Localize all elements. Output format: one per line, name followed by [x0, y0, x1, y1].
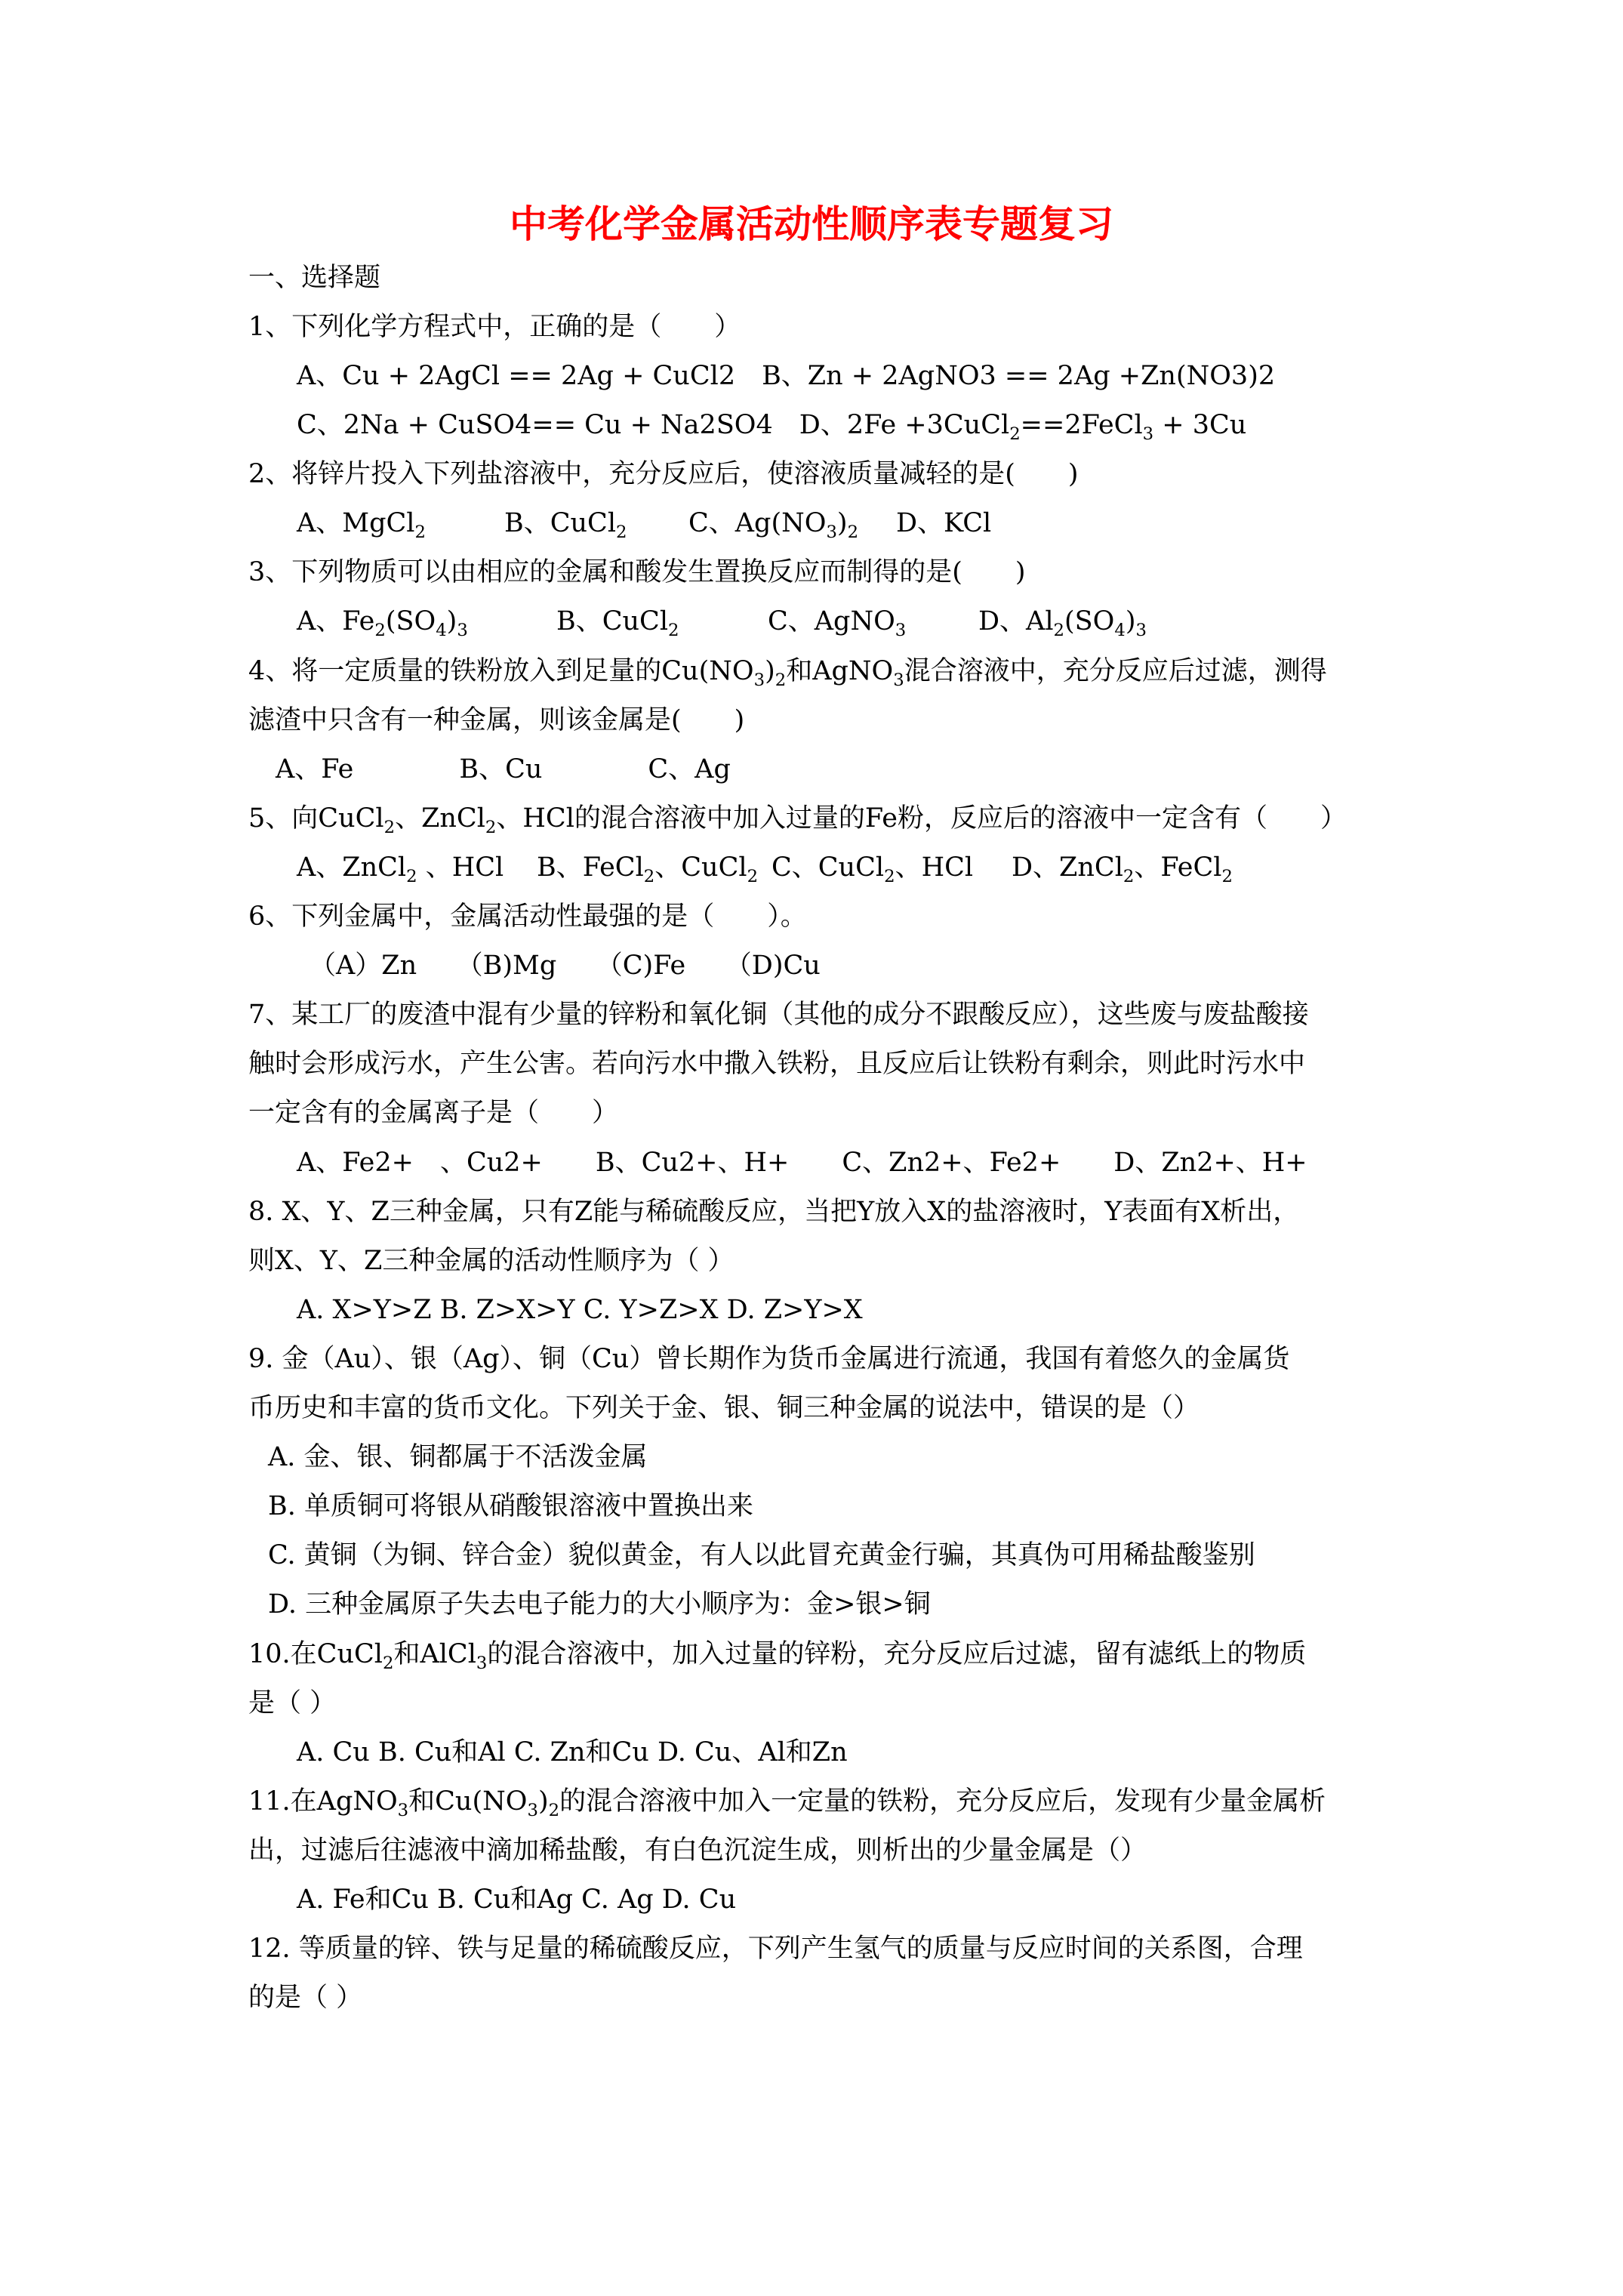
- question-9-stem-line-1: 9. 金（Au）、银（Ag）、铜（Cu）曾长期作为货币金属进行流通，我国有着悠久的金属货: [248, 1344, 1290, 1374]
- question-10-stem-line-1: 10.在CuCl$_2$和AlCl$_3$的混合溶液中，加入过量的锌粉，充分反应后过滤，留有滤纸上的物质: [248, 1639, 1307, 1673]
- question-6-options: （A）Zn （B)Mg （C)Fe （D)Cu: [310, 951, 821, 981]
- question-7-stem-line-3: 一定含有的金属离子是（ ）: [248, 1098, 619, 1128]
- question-11-stem-line-1: 11.在AgNO$_3$和$Cu(NO_3)_2$的混合溶液中加入一定量的铁粉，充分反应后，发现有少量金属析: [248, 1786, 1326, 1820]
- question-4-stem-line-2: 滤渣中只含有一种金属，则该金属是( ): [248, 705, 745, 735]
- question-10-options: A. Cu B. Cu和Al C. Zn和Cu D. Cu、Al和Zn: [297, 1737, 848, 1767]
- question-2-option-a: A、MgCl$_2$: [297, 508, 426, 542]
- question-5-option-d: D、ZnCl$_2$、FeCl$_2$: [1012, 852, 1233, 886]
- question-9-option-d: D. 三种金属原子失去电子能力的大小顺序为：金>银>铜: [268, 1589, 931, 1620]
- question-9-option-c: C. 黄铜（为铜、锌合金）貌似黄金，有人以此冒充黄金行骗，其真伪可用稀盐酸鉴别: [268, 1540, 1255, 1570]
- question-2-option-d: D、KCl: [896, 508, 992, 538]
- question-4-options: A、Fe B、Cu C、Ag: [276, 754, 731, 784]
- question-1-options-ab: A、Cu + 2AgCl == 2Ag + CuCl2 B、Zn + 2AgNO3 == 2Ag +Zn(NO3)2: [297, 361, 1276, 391]
- section-heading: 一、选择题: [248, 263, 381, 293]
- question-10-stem-line-2: 是（ ）: [248, 1688, 337, 1718]
- question-1-options-cd: C、2Na + CuSO4== Cu + Na2SO4 D、2Fe +3CuCl$_2$==2FeCl$_3$ + 3Cu: [297, 410, 1247, 444]
- question-3-option-d: D、$Al_2(SO_4)_3$: [978, 606, 1147, 640]
- question-3-stem: 3、下列物质可以由相应的金属和酸发生置换反应而制得的是( ): [248, 557, 1026, 587]
- question-2-option-b: B、CuCl$_2$: [504, 508, 627, 542]
- question-2-stem: 2、将锌片投入下列盐溶液中，充分反应后，使溶液质量减轻的是( ): [248, 459, 1079, 489]
- question-7-stem-line-1: 7、某工厂的废渣中混有少量的锌粉和氧化铜（其他的成分不跟酸反应），这些废与废盐酸接: [248, 1000, 1309, 1030]
- question-5-option-a: A、ZnCl$_2$ 、HCl: [297, 852, 504, 886]
- question-12-stem-line-2: 的是（ ）: [248, 1983, 363, 2013]
- question-5-stem: 5、向CuCl$_2$、ZnCl$_2$、HCl的混合溶液中加入过量的Fe粉，反应后的溶液中一定含有（ ）: [248, 803, 1347, 837]
- question-12-stem-line-1: 12. 等质量的锌、铁与足量的稀硫酸反应，下列产生氢气的质量与反应时间的关系图，合理: [248, 1934, 1303, 1964]
- question-7-options: A、Fe2+ 、Cu2+ B、Cu2+、H+ C、Zn2+、Fe2+ D、Zn2+、H+: [297, 1148, 1307, 1178]
- question-5-option-b: B、FeCl$_2$、CuCl$_2$: [537, 852, 759, 886]
- question-4-stem-line-1: 4、将一定质量的铁粉放入到足量的$Cu(NO_3)_2$和AgNO$_3$混合溶液中，充分反应后过滤，测得: [248, 656, 1327, 690]
- question-8-stem-line-2: 则X、Y、Z三种金属的活动性顺序为（ ）: [248, 1246, 735, 1276]
- question-2-option-c: C、$Ag(NO_3)_2$: [688, 508, 859, 542]
- page-title: 中考化学金属活动性顺序表专题复习: [510, 202, 1113, 246]
- question-5-option-c: C、CuCl$_2$、HCl: [771, 852, 974, 886]
- question-3-option-b: B、CuCl$_2$: [556, 606, 679, 640]
- question-8-stem-line-1: 8. X、Y、Z三种金属，只有Z能与稀硫酸反应，当把Y放入X的盐溶液时，Y表面有X析出，: [248, 1197, 1300, 1227]
- question-9-option-a: A. 金、银、铜都属于不活泼金属: [268, 1442, 648, 1472]
- question-9-stem-line-2: 币历史和丰富的货币文化。下列关于金、银、铜三种金属的说法中，错误的是（）: [248, 1393, 1200, 1423]
- question-11-options: A. Fe和Cu B. Cu和Ag C. Ag D. Cu: [297, 1885, 737, 1915]
- question-11-stem-line-2: 出，过滤后往滤液中滴加稀盐酸，有白色沉淀生成，则析出的少量金属是（）: [248, 1835, 1147, 1866]
- question-6-stem: 6、下列金属中，金属活动性最强的是（ ）。: [248, 901, 807, 932]
- question-7-stem-line-2: 触时会形成污水，产生公害。若向污水中撒入铁粉，且反应后让铁粉有剩余，则此时污水中: [248, 1049, 1306, 1079]
- question-8-options: A. X>Y>Z B. Z>X>Y C. Y>Z>X D. Z>Y>X: [297, 1295, 863, 1325]
- question-3-option-a: A、$Fe_2(SO_4)_3$: [297, 606, 468, 640]
- question-1-stem: 1、下列化学方程式中，正确的是（ ）: [248, 312, 741, 342]
- question-9-option-b: B. 单质铜可将银从硝酸银溶液中置换出来: [268, 1491, 753, 1521]
- question-3-option-c: C、AgNO$_3$: [768, 606, 907, 640]
